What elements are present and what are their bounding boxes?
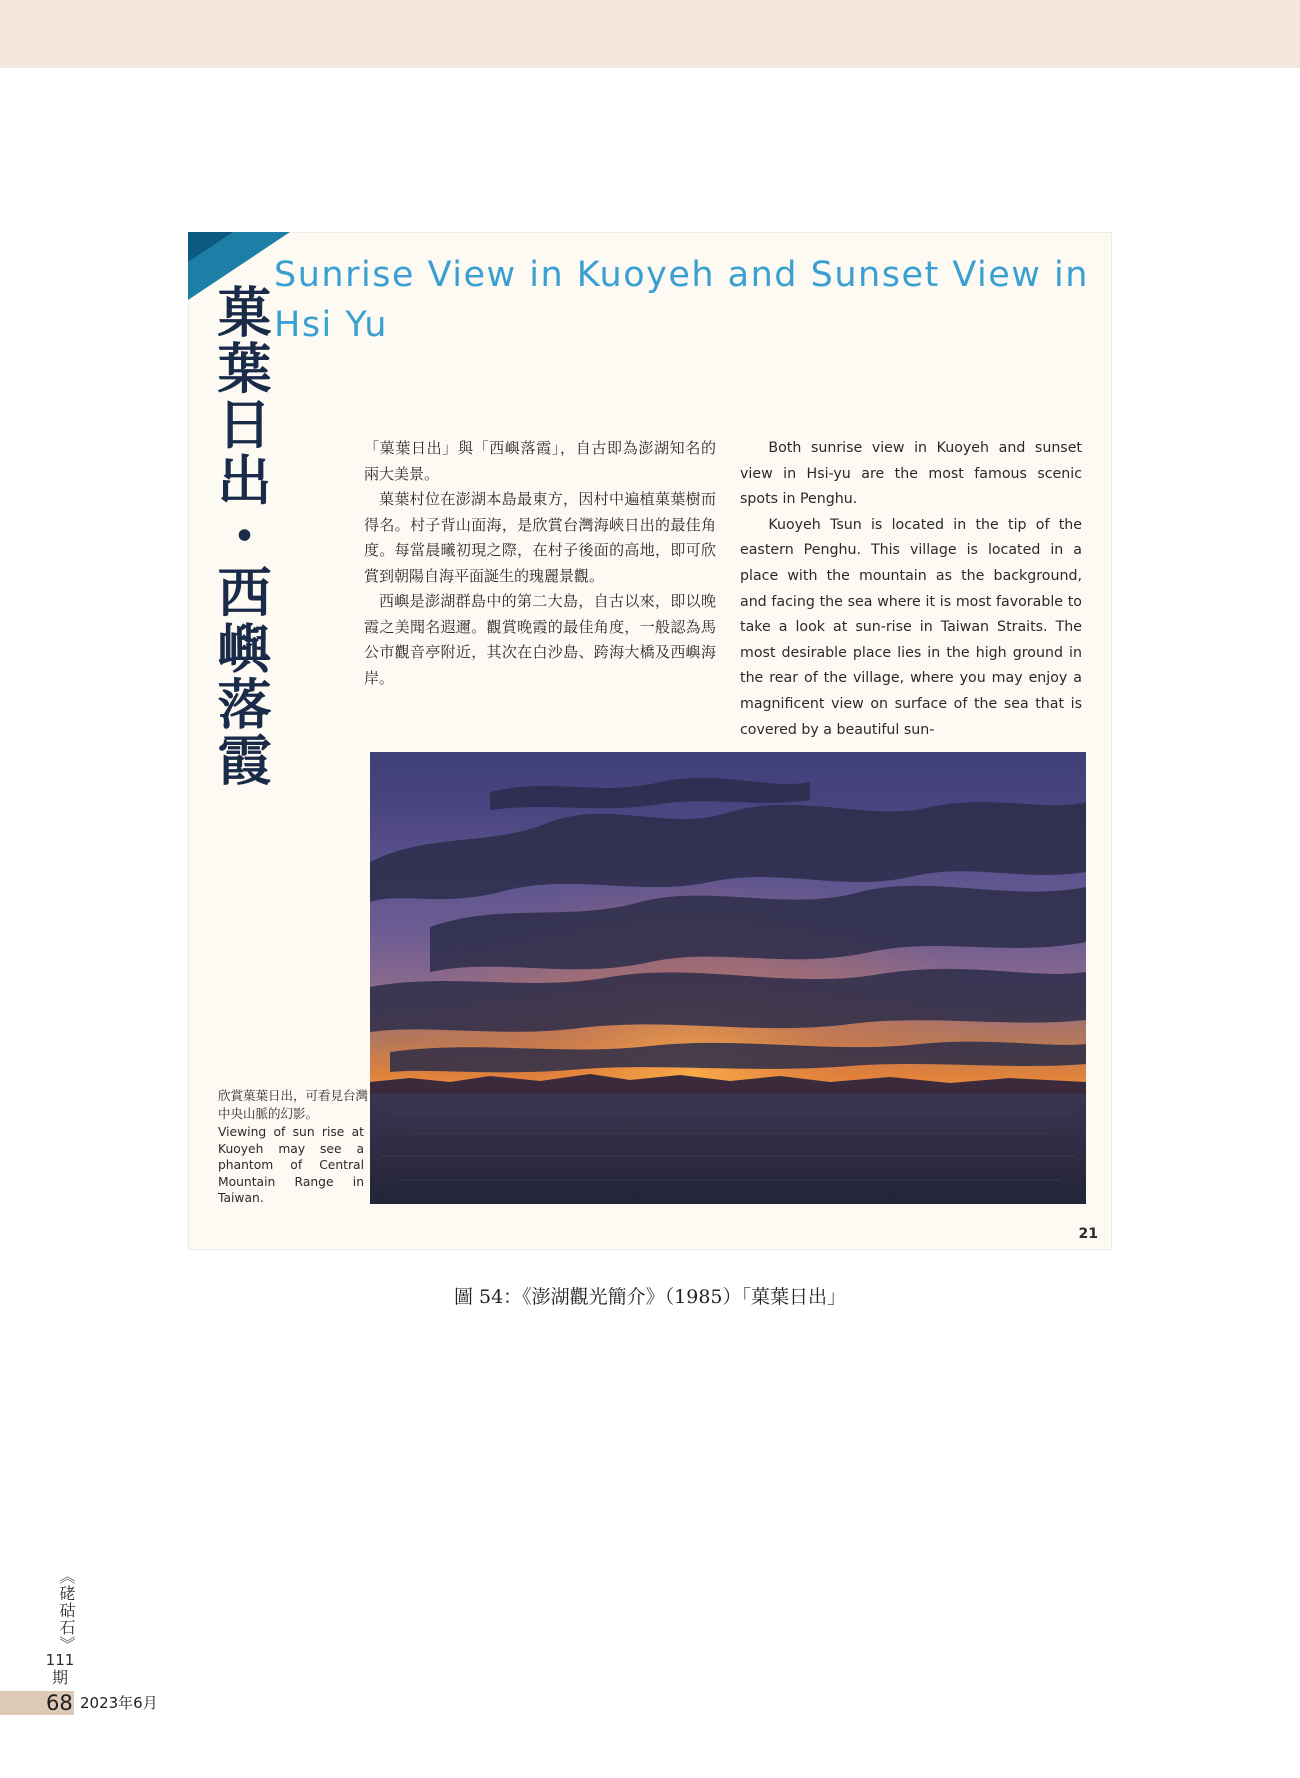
corner-triangle-accent xyxy=(188,232,233,262)
article-title-zh-vertical: 菓葉日出・西嶼落霞 xyxy=(209,284,272,788)
sunrise-photo xyxy=(370,752,1086,1204)
scan-page-number: 21 xyxy=(1078,1226,1098,1242)
scanned-brochure-page xyxy=(188,232,1112,1250)
sunrise-scene-drawing xyxy=(370,752,1086,1204)
page-number: 68 xyxy=(46,1691,73,1715)
issue-date: 2023年6月 xyxy=(80,1694,158,1712)
article-title-en: Sunrise View in Kuoyeh and Sunset View in Hsi Yu xyxy=(274,255,1089,345)
article-body-en xyxy=(740,436,1082,743)
issue-number: 111 xyxy=(45,1651,75,1669)
photo-caption-en: Viewing of sun rise at Kuoyeh may see a phantom of Central Mountain Range in Taiwan. xyxy=(218,1125,364,1205)
body-zh-paragraph: 西嶼是澎湖群島中的第二大島，自古以來，即以晚霞之美聞名遐邇。觀賞晚霞的最佳角度，一般認為馬公市觀音亭附近，其次在白沙島、跨海大橋及西嶼海岸。 xyxy=(364,592,716,687)
article-body-zh xyxy=(364,436,716,691)
photo-caption-zh: 欣賞菓葉日出，可看見台灣中央山脈的幻影。 xyxy=(218,1088,369,1121)
top-decorative-band xyxy=(0,0,1300,68)
body-en-paragraph: Both sunrise view in Kuoyeh and sunset view in Hsi-yu are the most famous scenic spots in Penghu. xyxy=(740,440,1082,508)
issue-suffix: 期 xyxy=(51,1668,68,1687)
body-zh-paragraph: 菓葉村位在澎湖本島最東方，因村中遍植菓葉樹而得名。村子背山面海，是欣賞台灣海峽日出的最佳角度。每當晨曦初現之際，在村子後面的高地，即可欣賞到朝陽自海平面誕生的瑰麗景觀。 xyxy=(364,490,716,585)
body-en-paragraph: Kuoyeh Tsun is located in the tip of the eastern Penghu. This village is located in a place with the mountain as the background, and facing the sea where it is most favorable to take a look at sun-rise in Taiwan Straits. The most desirable place lies in the high ground in the rear of the village, where you may enjoy a magnificent view on surface of the sea that is covered by a beautiful sun- xyxy=(740,516,1082,738)
body-zh-paragraph: 「菓葉日出」與「西嶼落霞」，自古即為澎湖知名的兩大美景。 xyxy=(364,439,716,483)
magazine-name-vertical: 《硓𥑮石》 xyxy=(57,1568,76,1653)
figure-caption: 圖 54：《澎湖觀光簡介》（1985）「菓葉日出」 xyxy=(453,1286,847,1308)
